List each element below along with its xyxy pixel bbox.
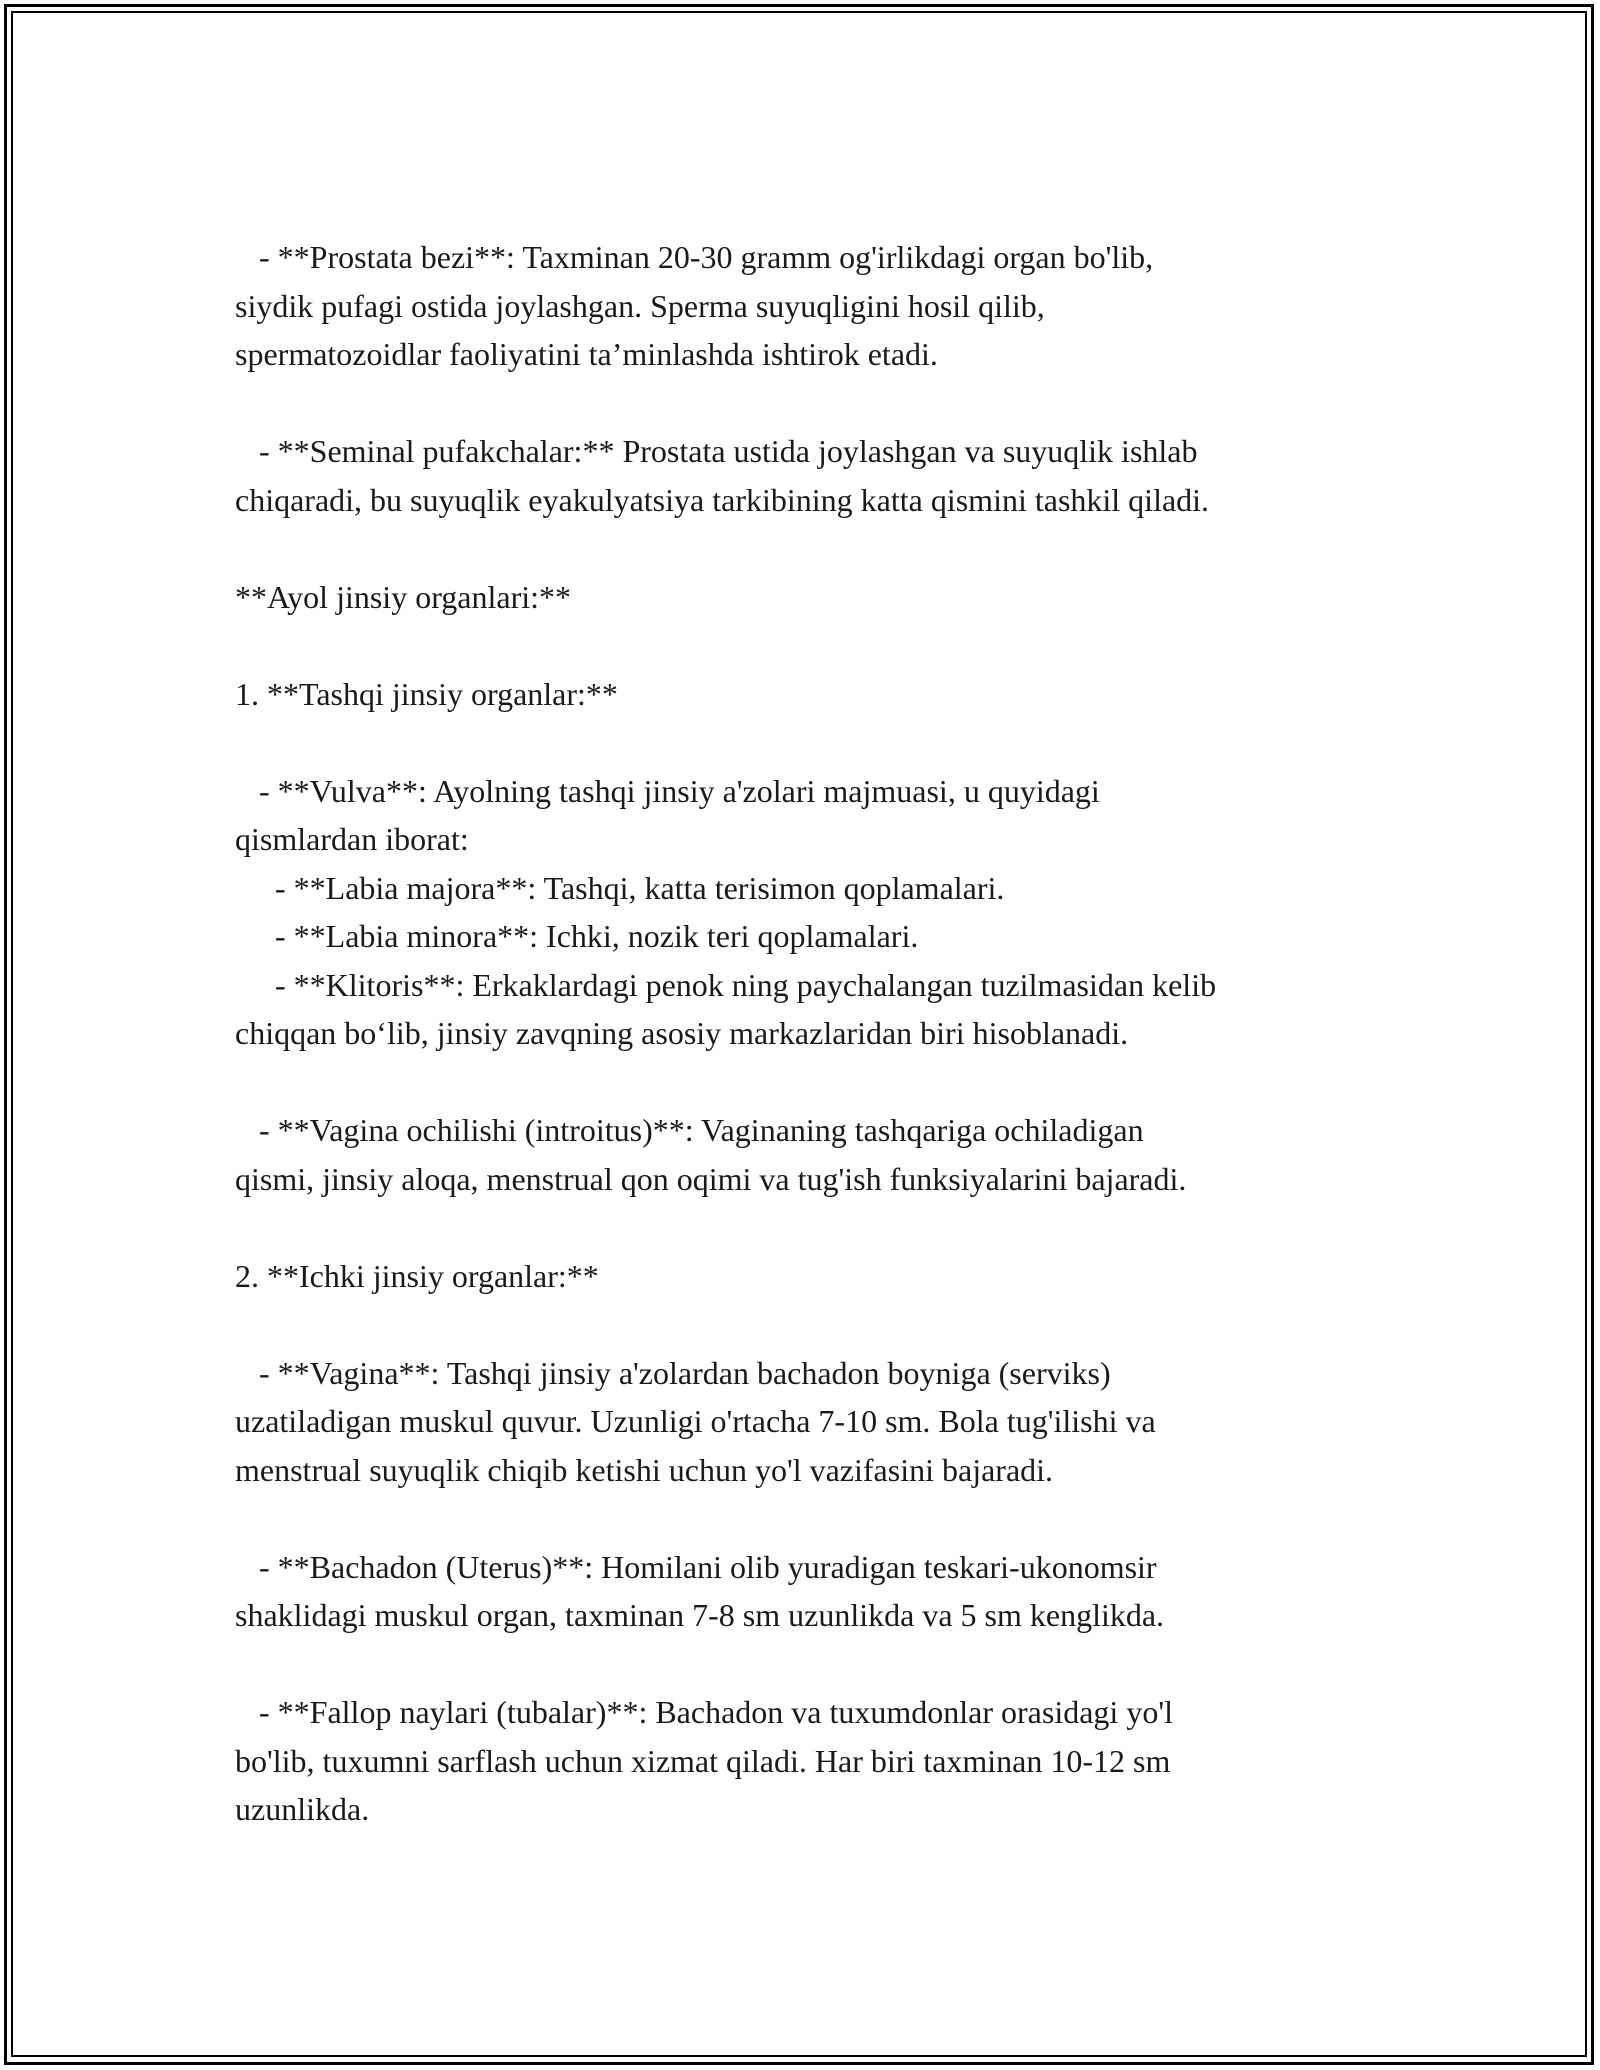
text-line: - **Vagina**: Tashqi jinsiy a'zolardan bachadon boyniga (serviks) [235, 1354, 1111, 1391]
text-line: qismi, jinsiy aloqa, menstrual qon oqimi va tug'ish funksiyalarini bajaradi. [235, 1160, 1187, 1197]
text-line: - **Klitoris**: Erkaklardagi penok ning paychalangan tuzilmasidan kelib [235, 966, 1217, 1003]
text-line: menstrual suyuqlik chiqib ketishi uchun yo'l vazifasini bajaradi. [235, 1451, 1054, 1488]
text-line: - **Vagina ochilishi (introitus)**: Vaginaning tashqariga ochiladigan [235, 1112, 1144, 1148]
text-line: bo'lib, tuxumni sarflash uchun xizmat qiladi. Har biri taxminan 10-12 sm [235, 1742, 1171, 1779]
blank-line [235, 621, 1385, 670]
text-line: uzunlikda. [235, 1791, 370, 1827]
text-line: qismlardan iborat: [235, 821, 469, 857]
blank-line [235, 1640, 1385, 1689]
blank-line [235, 1494, 1385, 1543]
subsection-heading: 2. **Ichki jinsiy organlar:** [235, 1257, 599, 1294]
text-line: - **Seminal pufakchalar:** Prostata ustida joylashgan va suyuqlik ishlab [235, 433, 1198, 469]
section-heading: **Ayol jinsiy organlari:** [235, 578, 571, 615]
blank-line [235, 1058, 1385, 1107]
text-line: shaklidagi muskul organ, taxminan 7-8 sm uzunlikda va 5 sm kenglikda. [235, 1597, 1165, 1633]
text-line: siydik pufagi ostida joylashgan. Sperma suyuqligini hosil qilib, [235, 287, 1045, 324]
text-line: - **Labia minora**: Ichki, nozik teri qoplamalari. [235, 918, 919, 954]
subsection-heading: 1. **Tashqi jinsiy organlar:** [235, 675, 618, 712]
blank-line [235, 1300, 1385, 1349]
blank-line [235, 1203, 1385, 1252]
text-line: - **Vulva**: Ayolning tashqi jinsiy a'zolari majmuasi, u quyidagi [235, 772, 1100, 809]
text-line: chiqaradi, bu suyuqlik eyakulyatsiya tarkibining katta qismini tashkil qiladi. [235, 481, 1210, 518]
text-line: - **Prostata bezi**: Taxminan 20-30 gramm og'irlikdagi organ bo'lib, [235, 239, 1154, 275]
blank-line [235, 379, 1385, 428]
blank-line [235, 718, 1385, 767]
text-line: uzatiladigan muskul quvur. Uzunligi o'rtacha 7-10 sm. Bola tug'ilishi va [235, 1403, 1156, 1439]
text-line: spermatozoidlar faoliyatini ta’minlashda ishtirok etadi. [235, 336, 938, 372]
text-line: - **Bachadon (Uterus)**: Homilani olib yuradigan teskari-ukonomsir [235, 1548, 1157, 1585]
blank-line [235, 524, 1385, 573]
text-line: - **Fallop naylari (tubalar)**: Bachadon va tuxumdonlar orasidagi yo'l [235, 1694, 1173, 1730]
text-line: chiqqan bo‘lib, jinsiy zavqning asosiy markazlaridan biri hisoblanadi. [235, 1015, 1129, 1051]
document-body [235, 233, 1385, 1834]
text-line: - **Labia majora**: Tashqi, katta terisimon qoplamalari. [235, 869, 1005, 906]
